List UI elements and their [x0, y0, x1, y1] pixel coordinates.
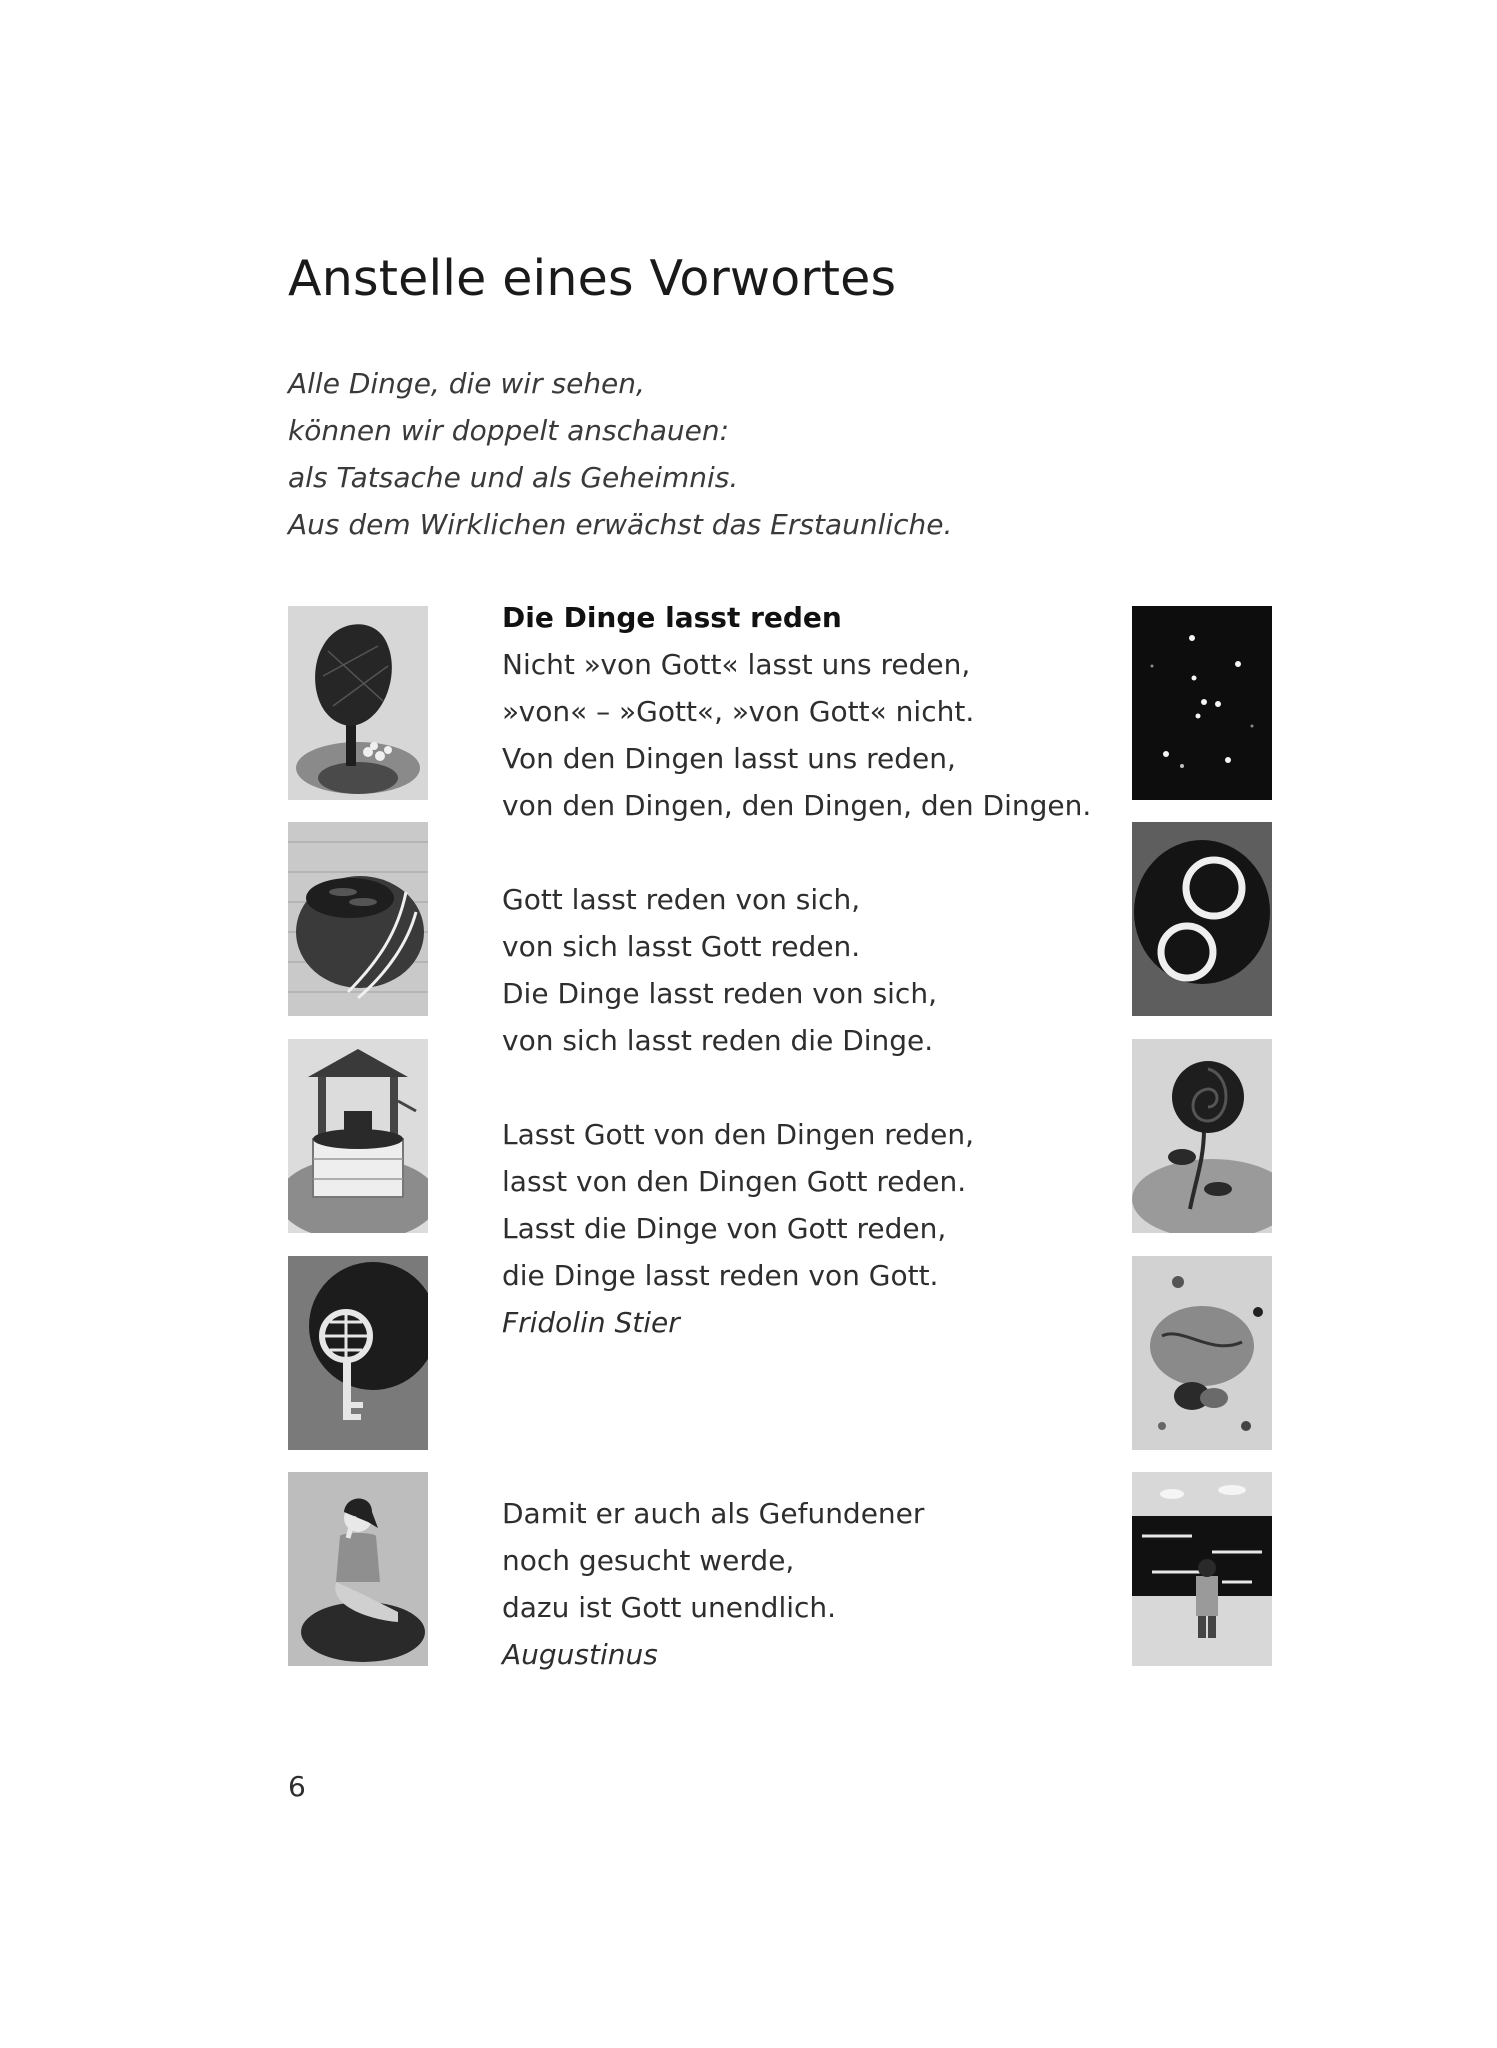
rings-illustration — [1132, 822, 1272, 1016]
intro-line: Aus dem Wirklichen erwächst das Erstaunliche. — [288, 508, 953, 541]
key-illustration — [288, 1256, 428, 1450]
poem-line: Gott lasst reden von sich, — [502, 883, 861, 916]
poem-author: Fridolin Stier — [502, 1306, 680, 1339]
stanza-gap — [502, 829, 1122, 876]
poem-line: Die Dinge lasst reden von sich, — [502, 977, 937, 1010]
poem-line: lasst von den Dingen Gott reden. — [502, 1165, 967, 1198]
intro-line: können wir doppelt anschauen: — [288, 414, 730, 447]
poem-author: Augustinus — [502, 1638, 658, 1671]
bread-illustration — [288, 822, 428, 1016]
poem-line: noch gesucht werde, — [502, 1544, 795, 1577]
intro-verse — [288, 360, 952, 548]
poem-line: die Dinge lasst reden von Gott. — [502, 1259, 939, 1292]
kneeling-woman-illustration — [288, 1472, 428, 1666]
poem-die-dinge — [502, 594, 1122, 1346]
intro-line: als Tatsache und als Geheimnis. — [288, 461, 739, 494]
stars-illustration — [1132, 606, 1272, 800]
poem-line: Lasst die Dinge von Gott reden, — [502, 1212, 947, 1245]
poem-line: von den Dingen, den Dingen, den Dingen. — [502, 789, 1092, 822]
poem-line: von sich lasst reden die Dinge. — [502, 1024, 934, 1057]
tree-illustration — [288, 606, 428, 800]
stanza-gap — [502, 1064, 1122, 1111]
poem-line: dazu ist Gott unendlich. — [502, 1591, 837, 1624]
intro-line: Alle Dinge, die wir sehen, — [288, 367, 645, 400]
well-illustration — [288, 1039, 428, 1233]
poem-augustinus — [502, 1490, 1122, 1678]
poem-line: »von« – »Gott«, »von Gott« nicht. — [502, 695, 975, 728]
poem-line: Damit er auch als Gefundener — [502, 1497, 925, 1530]
poem-title: Die Dinge lasst reden — [502, 601, 842, 634]
rose-illustration — [1132, 1039, 1272, 1233]
person-at-sea-illustration — [1132, 1472, 1272, 1666]
poem-line: Nicht »von Gott« lasst uns reden, — [502, 648, 971, 681]
poem-line: von sich lasst Gott reden. — [502, 930, 861, 963]
stones-illustration — [1132, 1256, 1272, 1450]
poem-line: Von den Dingen lasst uns reden, — [502, 742, 956, 775]
poem-line: Lasst Gott von den Dingen reden, — [502, 1118, 974, 1151]
page-number: 6 — [288, 1770, 306, 1803]
page-title: Anstelle eines Vorwortes — [288, 250, 897, 307]
